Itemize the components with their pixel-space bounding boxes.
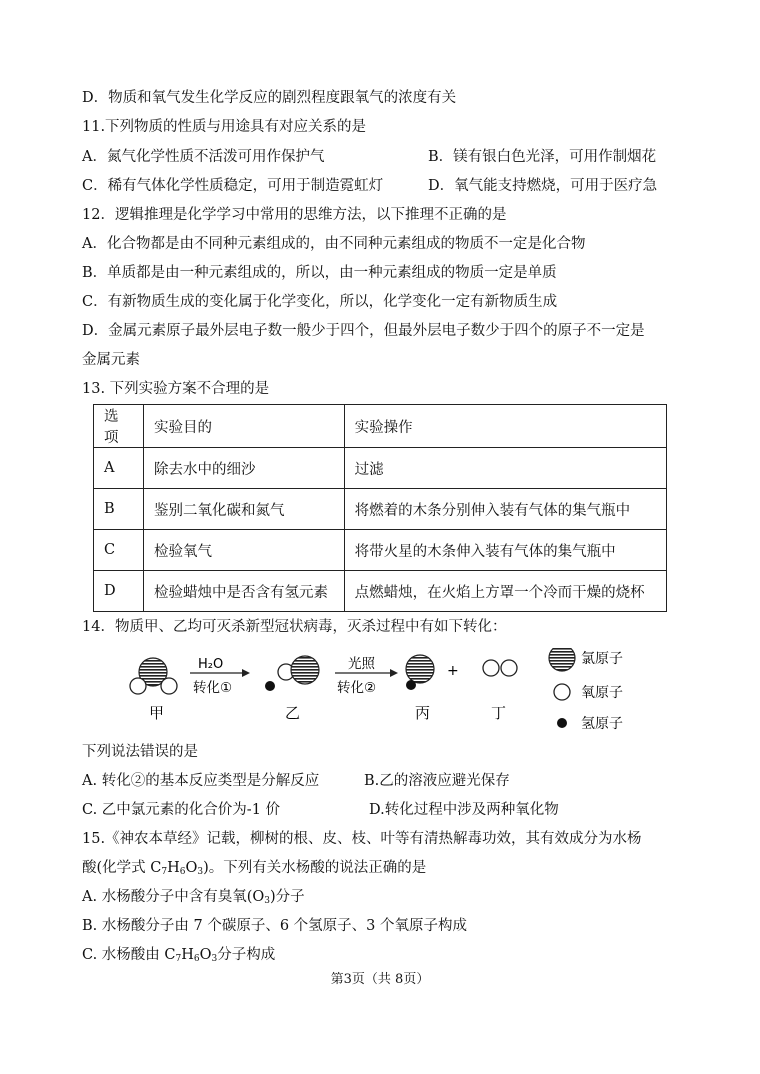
- legend-oxygen-swatch: [554, 684, 570, 700]
- q15c-prefix: C. 水杨酸由 C: [82, 947, 176, 963]
- q14-option-a: A. 转化②的基本反应类型是分解反应: [82, 773, 320, 789]
- q15-formula-suffix: )。下列有关水杨酸的说法正确的是: [203, 860, 427, 876]
- q11-stem: 11.下列物质的性质与用途具有对应关系的是: [82, 119, 367, 135]
- q11-option-c: C．稀有气体化学性质稳定，可用于制造霓虹灯: [82, 178, 384, 194]
- sub-3: 3: [197, 867, 204, 877]
- table-cell: 过滤: [344, 448, 666, 489]
- arrow2-head: [390, 669, 398, 677]
- page-footer: 第3页（共 8页）: [330, 972, 430, 987]
- sub-6: 6: [179, 867, 186, 877]
- q11-option-d: D．氧气能支持燃烧，可用于医疗急: [428, 178, 658, 194]
- molecule-ding: [483, 660, 517, 676]
- arrow2-top-label: 光照: [348, 656, 375, 672]
- q12-option-d-line2: 金属元素: [82, 352, 140, 368]
- arrow1-head: [242, 669, 250, 677]
- table-cell: C: [94, 530, 144, 571]
- table-cell: 将带火星的木条伸入装有气体的集气瓶中: [344, 530, 666, 571]
- molecule-bing: [406, 655, 434, 690]
- q15-option-b: B. 水杨酸分子由 7 个碳原子、6 个氢原子、3 个氧原子构成: [82, 918, 467, 934]
- header-option: 选项: [94, 405, 144, 448]
- table-cell: 点燃蜡烛，在火焰上方罩一个冷而干燥的烧杯: [344, 571, 666, 612]
- legend: [549, 648, 623, 732]
- label-ding: 丁: [491, 704, 507, 722]
- q15-option-c: C. 水杨酸由 $C_7H_6O_3$分子构成: [82, 947, 276, 964]
- q14-stem: 14．物质甲、乙均可灭杀新型冠状病毒，灭杀过程中有如下转化：: [82, 619, 507, 635]
- q15a-suffix: )分子: [269, 889, 305, 905]
- q10-option-d: D．物质和氧气发生化学反应的剧烈程度跟氧气的浓度有关: [82, 90, 457, 106]
- q15-stem-line2: 酸(化学式 $C_7H_6O_3$)。下列有关水杨酸的说法正确的是: [82, 860, 427, 877]
- header-purpose: 实验目的: [143, 405, 344, 448]
- q12-option-b: B．单质都是由一种元素组成的，所以，由一种元素组成的物质一定是单质: [82, 265, 557, 281]
- q15a-prefix: A. 水杨酸分子中含有臭氧(O: [82, 889, 265, 905]
- experiment-table: [93, 404, 667, 612]
- sub-6: 6: [193, 954, 200, 964]
- legend-hydrogen-swatch: [557, 718, 567, 728]
- table-cell: D: [94, 571, 144, 612]
- table-header-row: [94, 405, 667, 448]
- q14-prompt: 下列说法错误的是: [82, 744, 198, 760]
- q11-option-a: A．氮气化学性质不活泼可用作保护气: [82, 149, 325, 165]
- table-row: [94, 489, 667, 530]
- table-row: [94, 530, 667, 571]
- sub-7: 7: [175, 954, 182, 964]
- sub-7: 7: [161, 867, 168, 877]
- q15-stem-line1: 15.《神农本草经》记载，柳树的根、皮、枝、叶等有清热解毒功效，其有效成分为水杨: [82, 831, 642, 847]
- q12-option-a: A．化合物都是由不同种元素组成的，由不同种元素组成的物质不一定是化合物: [82, 236, 586, 252]
- q14-option-c: C. 乙中氯元素的化合价为-1 价: [82, 802, 281, 818]
- arrow1-bottom-label: 转化①: [193, 680, 233, 696]
- q14-option-b: B.乙的溶液应避光保存: [364, 773, 510, 789]
- table-cell: 将燃着的木条分别伸入装有气体的集气瓶中: [344, 489, 666, 530]
- q15c-suffix: 分子构成: [217, 947, 276, 963]
- q15-option-a: [82, 887, 305, 911]
- legend-oxygen-label: 氧原子: [581, 685, 623, 701]
- table-cell: A: [94, 448, 144, 489]
- label-yi: 乙: [285, 704, 301, 722]
- header-operation: 实验操作: [344, 405, 666, 448]
- q12-option-c: C．有新物质生成的变化属于化学变化，所以，化学变化一定有新物质生成: [82, 294, 558, 310]
- molecule-jia: [130, 658, 177, 694]
- q12-option-d-line1: D．金属元素原子最外层电子数一般少于四个，但最外层电子数少于四个的原子不一定是: [82, 323, 645, 339]
- table-row: [94, 448, 667, 489]
- molecule-yi: [265, 656, 319, 691]
- q15-formula-prefix: 酸(化学式 C: [82, 860, 162, 876]
- legend-chlorine-label: 氯原子: [581, 651, 623, 667]
- sub-3: 3: [264, 896, 270, 906]
- q12-stem: 12．逻辑推理是化学学习中常用的思维方法，以下推理不正确的是: [82, 207, 507, 223]
- table-cell: 检验氧气: [143, 530, 344, 571]
- table-row: [94, 571, 667, 612]
- table-cell: 检验蜡烛中是否含有氢元素: [143, 571, 344, 612]
- arrow1-top-label: H₂O: [198, 657, 224, 672]
- table-cell: B: [94, 489, 144, 530]
- reaction-diagram: [120, 648, 640, 740]
- label-bing: 丙: [415, 704, 431, 722]
- legend-chlorine-swatch: [549, 648, 575, 671]
- sub-3: 3: [211, 954, 218, 964]
- hydrogen-atom: [265, 681, 275, 691]
- table-cell: 鉴别二氧化碳和氮气: [143, 489, 344, 530]
- q11-option-b: B．镁有银白色光泽，可用作制烟花: [428, 149, 657, 165]
- table-cell: 除去水中的细沙: [143, 448, 344, 489]
- label-jia: 甲: [149, 704, 165, 722]
- q14-option-d: D.转化过程中涉及两种氧化物: [369, 802, 559, 818]
- q13-stem: 13. 下列实验方案不合理的是: [82, 381, 270, 397]
- legend-hydrogen-label: 氢原子: [581, 716, 623, 732]
- arrow2-bottom-label: 转化②: [337, 680, 377, 696]
- plus-sign: +: [447, 663, 459, 679]
- hydrogen-atom: [406, 680, 416, 690]
